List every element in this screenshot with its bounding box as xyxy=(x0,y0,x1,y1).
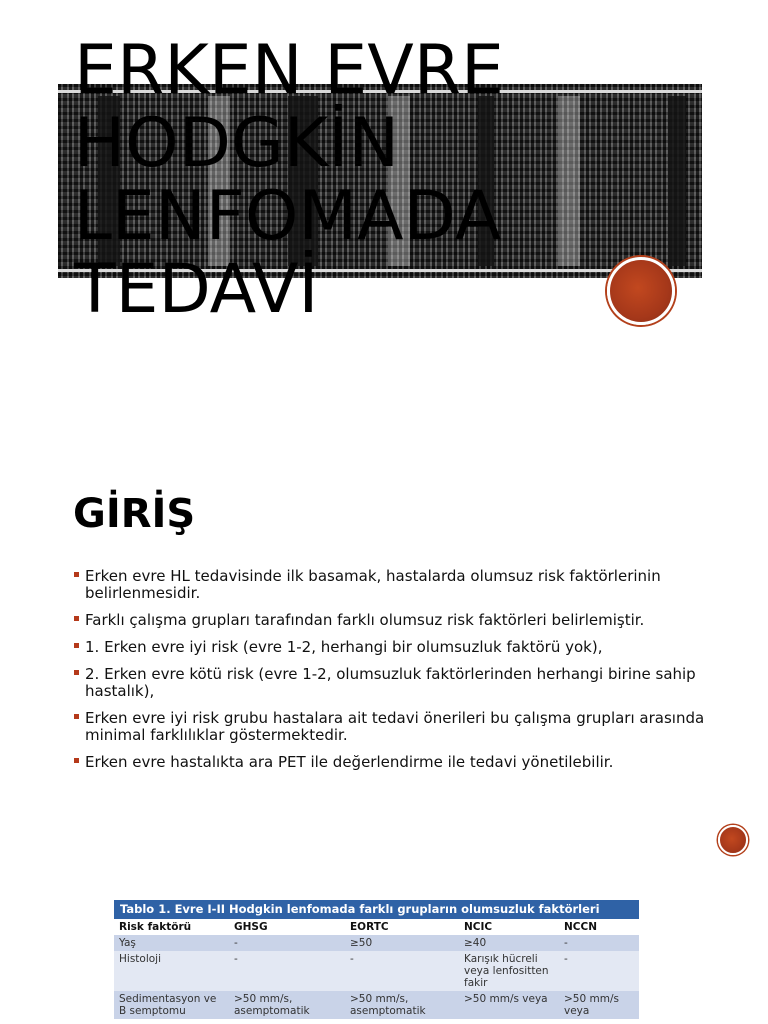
table-row xyxy=(114,935,639,951)
bullet-list xyxy=(74,568,714,781)
bullet-icon xyxy=(74,670,79,675)
table-row xyxy=(114,991,639,1019)
list-item: 2. Erken evre kötü risk (evre 1-2, olumsuzluk faktörlerinden herhangi birine sahip hastalık), xyxy=(74,666,714,700)
column-header: Risk faktörü xyxy=(114,919,229,935)
table-cell: - xyxy=(559,951,639,991)
bullet-icon xyxy=(74,714,79,719)
column-header: NCIC xyxy=(459,919,559,935)
section-heading: GİRİŞ xyxy=(73,491,196,537)
list-item: Erken evre iyi risk grubu hastalara ait tedavi önerileri bu çalışma grupları arasında minimal farklılıklar göstermektedir. xyxy=(74,710,714,744)
bullet-icon xyxy=(74,758,79,763)
intro-slide xyxy=(0,430,768,860)
title-line: LENFOMADA xyxy=(74,177,502,256)
table-cell: >50 mm/s, asemptomatik xyxy=(229,991,345,1019)
bullet-icon xyxy=(74,643,79,648)
table-cell: - xyxy=(559,935,639,951)
table-cell: Sedimentasyon ve B semptomu xyxy=(114,991,229,1019)
list-item: Farklı çalışma grupları tarafından farklı olumsuz risk faktörleri belirlemiştir. xyxy=(74,612,714,629)
table-cell: - xyxy=(229,951,345,991)
table-cell: >50 mm/s veya xyxy=(559,991,639,1019)
table-cell: ≥40 xyxy=(459,935,559,951)
table-cell: - xyxy=(345,951,459,991)
decorative-circle-icon xyxy=(718,825,748,855)
table-cell: >50 mm/s, asemptomatik xyxy=(345,991,459,1019)
title-line: HODGKİN xyxy=(74,104,400,183)
table-cell: >50 mm/s veya xyxy=(459,991,559,1019)
list-item: Erken evre hastalıkta ara PET ile değerlendirme ile tedavi yönetilebilir. xyxy=(74,754,714,771)
bullet-icon xyxy=(74,572,79,577)
table-cell: ≥50 xyxy=(345,935,459,951)
column-header: EORTC xyxy=(345,919,459,935)
decorative-circle-icon xyxy=(607,257,675,325)
table-cell: Karışık hücreli veya lenfositten fakir xyxy=(459,951,559,991)
table-header-row xyxy=(114,919,639,935)
table-cell: - xyxy=(229,935,345,951)
table-row xyxy=(114,951,639,991)
table-caption: Tablo 1. Evre I-II Hodgkin lenfomada farklı grupların olumsuzluk faktörleri xyxy=(114,900,639,919)
list-item: Erken evre HL tedavisinde ilk basamak, hastalarda olumsuz risk faktörlerinin belirlenmesidir. xyxy=(74,568,714,602)
bullet-icon xyxy=(74,616,79,621)
title-line: ERKEN EVRE xyxy=(74,31,504,110)
risk-factor-table xyxy=(114,900,639,1019)
list-item: 1. Erken evre iyi risk (evre 1-2, herhangi bir olumsuzluk faktörü yok), xyxy=(74,639,714,656)
column-header: NCCN xyxy=(559,919,639,935)
table-cell: Histoloji xyxy=(114,951,229,991)
slide-title xyxy=(74,31,634,329)
title-slide xyxy=(0,0,768,430)
table-cell: Yaş xyxy=(114,935,229,951)
title-line: TEDAVİ xyxy=(74,250,319,329)
table-slide xyxy=(0,860,768,1024)
column-header: GHSG xyxy=(229,919,345,935)
